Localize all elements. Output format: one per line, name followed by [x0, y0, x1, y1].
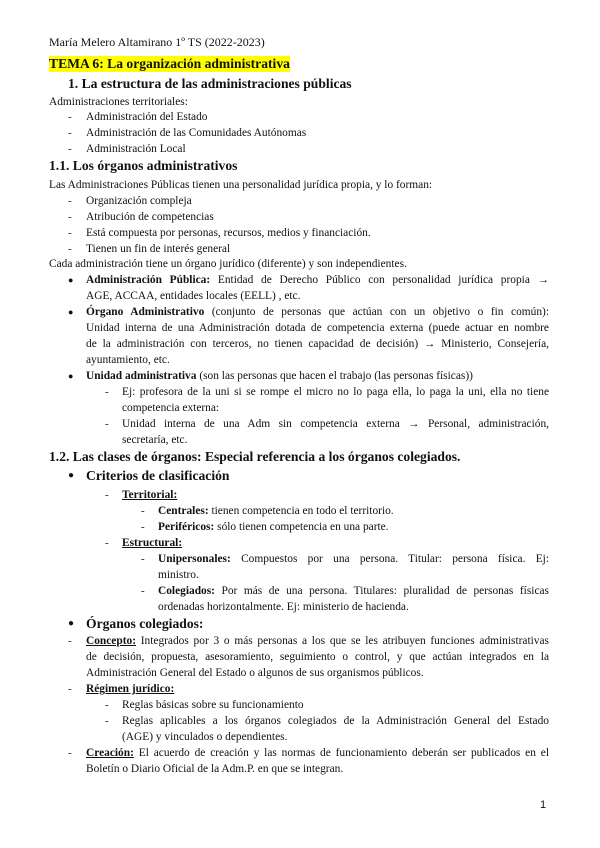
regimen-label-line: [86, 682, 174, 696]
list-item: Organización compleja: [86, 195, 192, 207]
bullet-dot: ●: [68, 275, 74, 285]
section-1-1-heading: 1.1. Los órganos administrativos: [49, 158, 238, 173]
section-1-1-intro: Las Administraciones Públicas tienen una personalidad jurídica propia, y lo forman:: [49, 179, 433, 191]
dash-bullet: -: [105, 386, 109, 398]
list-item: Está compuesta por personas, recursos, medios y financiación.: [86, 227, 371, 239]
dash-bullet: -: [68, 143, 72, 155]
concepto-line-3: Administración General del Estado o algunos de sus organismos públicos.: [86, 667, 424, 679]
bullet-dot: ●: [68, 371, 74, 381]
unipersonales-line-1: [158, 552, 549, 566]
section-1-1-note: Cada administración tiene un órgano jurídico (diferente) y son independientes.: [49, 258, 407, 270]
creacion-line-2: Boletín o Diario Oficial de la Adm.P. en que se integran.: [86, 763, 344, 775]
perifericos-line: [158, 520, 389, 534]
colegiados-text: Por más de una persona. Titulares: pluralidad de personas físicas: [221, 585, 549, 597]
colegiados-line-1: [158, 584, 549, 598]
concepto-text: Integrados por 3 o más personas a los que se les atribuyen funciones administrativas: [140, 635, 549, 647]
dash-bullet: -: [141, 505, 145, 517]
bullet-dot: ●: [68, 470, 75, 481]
organos-colegiados-heading: Órganos colegiados:: [86, 616, 204, 631]
unipersonales-label: Unipersonales:: [158, 553, 231, 565]
unidad-admin-line: [86, 369, 473, 383]
dash-bullet: -: [68, 111, 72, 123]
creacion-line-1: [86, 746, 549, 760]
section-1-intro: Administraciones territoriales:: [49, 96, 188, 108]
centrales-text: tienen competencia en todo el territorio.: [211, 505, 394, 517]
territorial-text: Territorial:: [122, 489, 178, 501]
admin-publica-line-1: [86, 273, 549, 287]
unidad-admin-sub-1-line-1: Ej: profesora de la uni si se rompe el micro no lo paga ella, lo paga la uni, ella no tiene: [122, 386, 549, 398]
unidad-admin-text: (son las personas que hacen el trabajo (las personas físicas)): [199, 370, 473, 382]
perifericos-label: Periféricos:: [158, 521, 215, 533]
organo-admin-label: Órgano Administrativo: [86, 306, 205, 318]
list-item: Tienen un fin de interés general: [86, 243, 231, 255]
dash-bullet: -: [68, 683, 72, 695]
dash-bullet: -: [68, 747, 72, 759]
regimen-label: Régimen jurídico:: [86, 683, 175, 695]
organo-admin-line-3: de la administración con terceros, no tienen capacidad de decisión) → Ministerio, Consejería,: [86, 338, 549, 350]
organo-admin-line-2: Unidad interna de una Administración dotada de competencia externa (puede actuar en nombre: [86, 322, 549, 334]
creacion-label: Creación:: [86, 747, 134, 759]
regimen-item-2-line-2: (AGE) y vinculados o dependientes.: [122, 731, 288, 743]
list-item: Administración de las Comunidades Autónomas: [86, 127, 307, 139]
concepto-line-1: [86, 634, 549, 648]
admin-publica-text: Entidad de Derecho Público con personalidad jurídica propia →: [217, 274, 549, 286]
page-number: 1: [540, 799, 547, 811]
admin-publica-label: Administración Pública:: [86, 274, 211, 286]
list-item: Administración Local: [86, 143, 186, 155]
territorial-label: [122, 488, 177, 502]
estructural-label: [122, 536, 182, 550]
dash-bullet: -: [68, 127, 72, 139]
dash-bullet: -: [68, 211, 72, 223]
dash-bullet: -: [141, 553, 145, 565]
organo-admin-text: (conjunto de personas que actúan con un objetivo o fin común):: [211, 306, 549, 318]
centrales-line: [158, 504, 394, 518]
criterios-heading: Criterios de clasificación: [86, 468, 230, 483]
regimen-item-2-line-1: Reglas aplicables a los órganos colegiados de la Administración General del Estado: [122, 715, 549, 727]
unidad-admin-sub-2-line-2: secretaría, etc.: [122, 434, 188, 446]
dash-bullet: -: [105, 489, 109, 501]
colegiados-label: Colegiados:: [158, 585, 215, 597]
admin-publica-line-2: AGE, ACCAA, entidades locales (EELL) , etc.: [86, 290, 301, 302]
regimen-item-1: Reglas básicas sobre su funcionamiento: [122, 699, 304, 711]
dash-bullet: -: [141, 521, 145, 533]
organo-admin-line-1: [86, 305, 549, 319]
list-item: Atribución de competencias: [86, 211, 214, 223]
document-header: María Melero Altamirano 1º TS (2022-2023): [49, 35, 265, 49]
dash-bullet: -: [141, 585, 145, 597]
perifericos-text: sólo tienen competencia en una parte.: [217, 521, 389, 533]
centrales-label: Centrales:: [158, 505, 209, 517]
creacion-text: El acuerdo de creación y las normas de funcionamiento deberán ser publicados en el: [138, 747, 549, 759]
section-1-2-heading: 1.2. Las clases de órganos: Especial referencia a los órganos colegiados.: [49, 449, 461, 464]
dash-bullet: -: [105, 537, 109, 549]
dash-bullet: -: [105, 715, 109, 727]
bullet-dot: ●: [68, 307, 74, 317]
section-1-heading: 1. La estructura de las administraciones públicas: [68, 76, 352, 91]
bullet-dot: ●: [68, 618, 75, 629]
unidad-admin-label: Unidad administrativa: [86, 370, 197, 382]
unidad-admin-sub-2-line-1: Unidad interna de una Adm sin competencia externa → Personal, administración,: [122, 418, 549, 430]
estructural-text: Estructural:: [122, 537, 183, 549]
dash-bullet: -: [105, 699, 109, 711]
dash-bullet: -: [68, 243, 72, 255]
dash-bullet: -: [68, 195, 72, 207]
unipersonales-line-2: ministro.: [158, 569, 199, 581]
organo-admin-line-4: ayuntamiento, etc.: [86, 354, 170, 366]
document-title: TEMA 6: La organización administrativa: [49, 56, 290, 71]
dash-bullet: -: [68, 635, 72, 647]
dash-bullet: -: [68, 227, 72, 239]
dash-bullet: -: [105, 418, 109, 430]
unipersonales-text: Compuestos por una persona. Titular: persona física. Ej:: [241, 553, 549, 565]
colegiados-line-2: ordenadas horizontalmente. Ej: ministerio de hacienda.: [158, 601, 409, 613]
concepto-label: Concepto:: [86, 635, 136, 647]
unidad-admin-sub-1-line-2: competencia externa:: [122, 402, 220, 414]
list-item: Administración del Estado: [86, 111, 208, 123]
concepto-line-2: de decisión, propuesta, asesoramiento, seguimiento o control, y que actúan integrados en la: [86, 651, 549, 663]
